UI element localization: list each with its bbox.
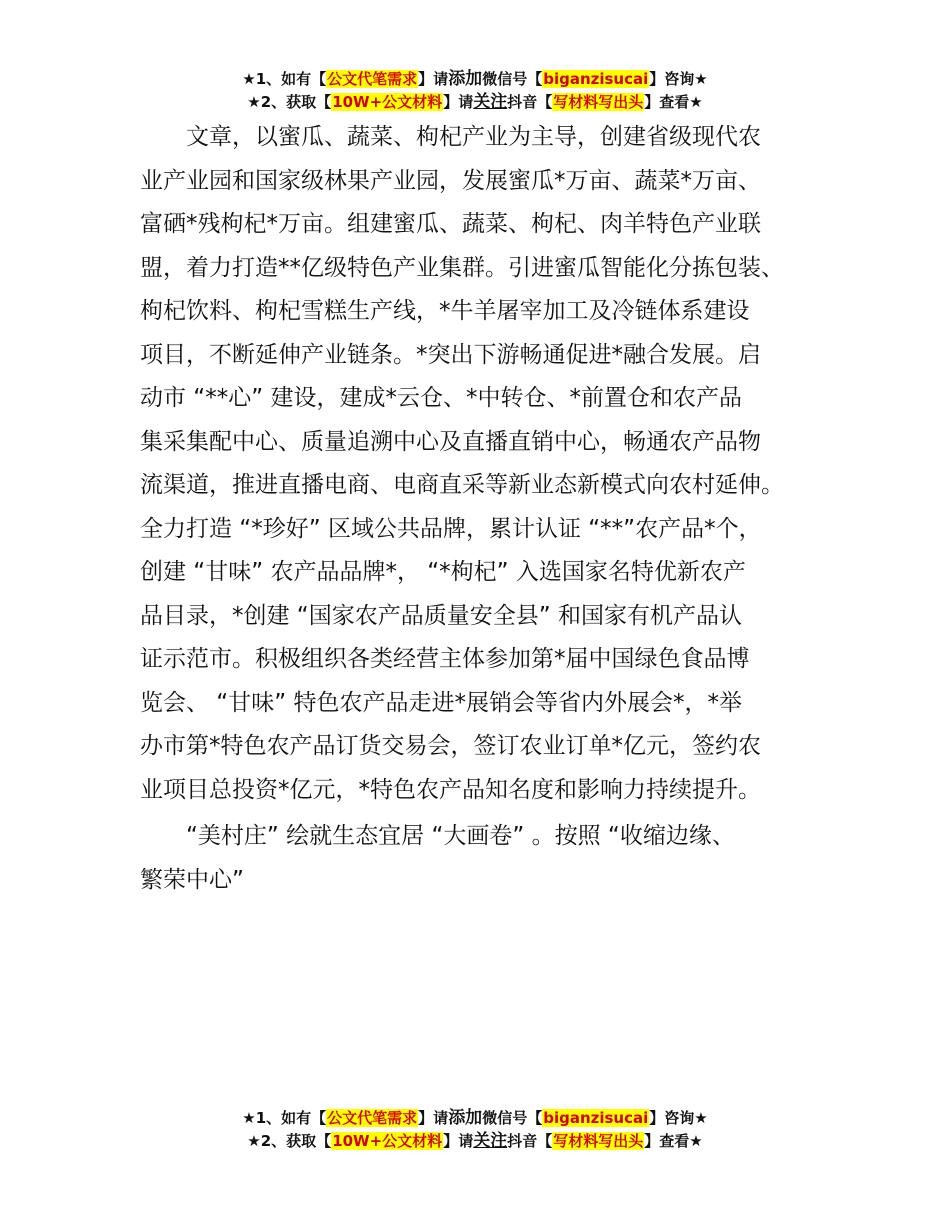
banner-highlight: 10W+公文材料	[332, 93, 443, 111]
banner-emphasis: 关注	[473, 1131, 508, 1151]
text-line: 项目，不断延伸产业链条。*突出下游畅通促进*融合发展。启	[140, 341, 761, 368]
banner-text: ★1、如有【	[242, 70, 327, 88]
banner-text: ★1、如有【	[242, 1109, 327, 1127]
banner-emphasis: 添加	[448, 1108, 483, 1128]
text-line: 文章，以蜜瓜、蔬菜、枸杞产业为主导，创建省级现代农	[186, 124, 761, 150]
text-line: 动市 “**心” 建设，建成*云仓、*中转仓、*前置仓和农产品	[140, 385, 742, 411]
banner-text: 抖音【	[507, 93, 553, 111]
text-line: “美村庄” 绘就生态宜居 “大画卷” 。按照 “收缩边缘、	[186, 823, 735, 849]
header-banner	[0, 68, 950, 114]
banner-text: 抖音【	[507, 1132, 553, 1150]
banner-douyin-id: 写材料写出头	[553, 1132, 644, 1150]
text-line: 集采集配中心、质量追溯中心及直播直销中心，畅通农产品物	[140, 428, 761, 455]
text-line: 业项目总投资*亿元，*特色农产品知名度和影响力持续提升。	[140, 776, 761, 803]
header-banner-line-2	[0, 91, 950, 114]
footer-banner-line-2	[0, 1130, 950, 1153]
text-line: 流渠道，推进直播电商、电商直采等新业态新模式向农村延伸。	[140, 472, 784, 498]
text-line: 创建 “甘味” 农产品品牌*， “*枸杞” 入选国家名特优新农产	[140, 559, 746, 585]
banner-emphasis: 关注	[473, 92, 508, 112]
banner-text: ★2、获取【	[247, 93, 332, 111]
footer-banner-line-1	[0, 1107, 950, 1130]
banner-highlight: 公文代笔需求	[327, 1109, 418, 1127]
banner-text: 】查看★	[644, 1132, 703, 1150]
banner-douyin-id: 写材料写出头	[553, 93, 644, 111]
banner-text: 】请	[443, 1132, 474, 1150]
header-banner-line-1	[0, 68, 950, 91]
banner-wechat-id: biganzisucai	[543, 70, 649, 88]
document-body	[140, 116, 840, 902]
banner-text: 】查看★	[644, 93, 703, 111]
banner-text: 微信号【	[482, 1109, 543, 1127]
banner-highlight: 公文代笔需求	[327, 70, 418, 88]
paragraph-2	[140, 815, 840, 902]
banner-text: 微信号【	[482, 70, 543, 88]
text-line: 盟，着力打造**亿级特色产业集群。引进蜜瓜智能化分拣包装、	[140, 254, 784, 281]
banner-text: 】请	[418, 1109, 449, 1127]
text-line: 证示范市。积极组织各类经营主体参加第*届中国绿色食品博	[140, 646, 750, 672]
banner-wechat-id: biganzisucai	[543, 1109, 649, 1127]
text-line: 业产业园和国家级林果产业园，发展蜜瓜*万亩、蔬菜*万亩、	[140, 167, 761, 194]
text-line: 品目录，*创建 “国家农产品质量安全县” 和国家有机产品认	[140, 602, 742, 629]
text-line: 办市第*特色农产品订货交易会，签订农业订单*亿元，签约农	[140, 733, 761, 759]
banner-emphasis: 添加	[448, 69, 483, 89]
text-line: 览会、 “甘味” 特色农产品走进*展销会等省内外展会*，*举	[140, 689, 742, 716]
banner-text: 】咨询★	[649, 70, 708, 88]
text-line: 繁荣中心”	[140, 866, 244, 893]
banner-text: 】请	[443, 93, 474, 111]
footer-banner	[0, 1107, 950, 1153]
banner-text: 】咨询★	[649, 1109, 708, 1127]
banner-text: 】请	[418, 70, 449, 88]
text-line: 枸杞饮料、枸杞雪糕生产线，*牛羊屠宰加工及冷链体系建设	[140, 298, 750, 324]
text-line: 富硒*残枸杞*万亩。组建蜜瓜、蔬菜、枸杞、肉羊特色产业联	[140, 211, 761, 237]
banner-highlight: 10W+公文材料	[332, 1132, 443, 1150]
banner-text: ★2、获取【	[247, 1132, 332, 1150]
paragraph-1	[140, 116, 840, 812]
text-line: 全力打造 “*珍好” 区域公共品牌，累计认证 “**”农产品*个，	[140, 515, 762, 542]
